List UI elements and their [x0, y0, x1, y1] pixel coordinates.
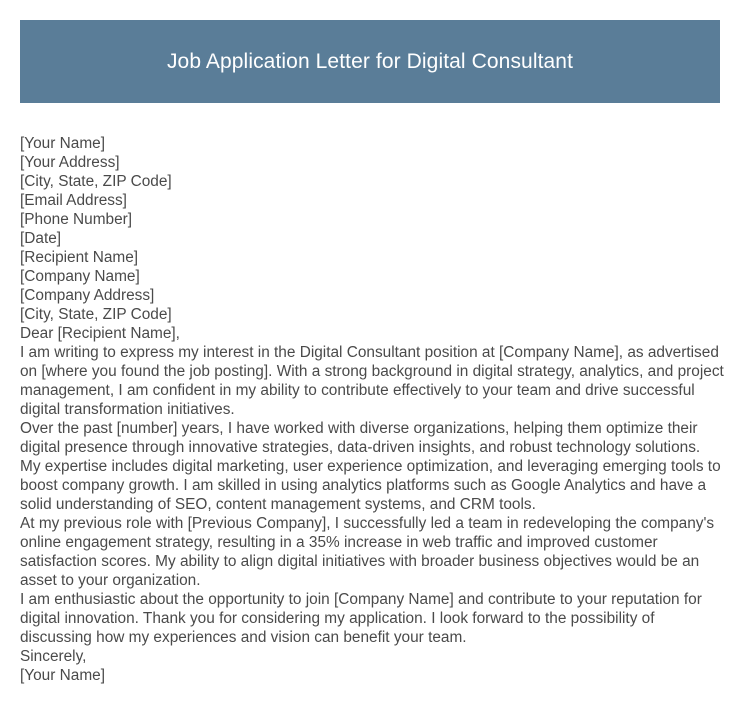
- letter-body: [20, 134, 724, 685]
- letter-date: [Date]: [20, 230, 62, 247]
- company-name: [Company Name]: [20, 268, 140, 285]
- salutation: Dear [Recipient Name],: [20, 325, 180, 342]
- body-paragraph-intro: I am writing to express my interest in the Digital Consultant position at [Company Name], as advertised on [where you found the job posting]. With a strong background in digital strategy, analytics, and project management, I am confident in my ability to contribute effectively to your team and drive successful digital transformation initiatives.: [20, 344, 724, 418]
- page-title: Job Application Letter for Digital Consultant: [166, 49, 574, 73]
- body-paragraph-closing: I am enthusiastic about the opportunity to join [Company Name] and contribute to your reputation for digital innovation. Thank you for considering my application. I look forward to the possibility of discussing how my experiences and vision can benefit your team.: [20, 591, 702, 646]
- closing: Sincerely,: [20, 648, 87, 665]
- company-address: [Company Address]: [20, 287, 155, 304]
- sender-address: [Your Address]: [20, 154, 120, 171]
- header-banner: [20, 20, 720, 103]
- company-city-state-zip: [City, State, ZIP Code]: [20, 306, 172, 323]
- sender-city-state-zip: [City, State, ZIP Code]: [20, 173, 172, 190]
- signature: [Your Name]: [20, 667, 105, 684]
- body-paragraph-achievement: At my previous role with [Previous Company], I successfully led a team in redeveloping the company's online engagement strategy, resulting in a 35% increase in web traffic and improved customer satisfaction scores. My ability to align digital initiatives with broader business objectives would be an asset to your organization.: [20, 515, 715, 589]
- sender-email: [Email Address]: [20, 192, 127, 209]
- body-paragraph-experience: Over the past [number] years, I have worked with diverse organizations, helping them optimize their digital presence through innovative strategies, data-driven insights, and robust technology solutions. My expertise includes digital marketing, user experience optimization, and leveraging emerging tools to boost company growth. I am skilled in using analytics platforms such as Google Analytics and have a solid understanding of SEO, content management systems, and CRM tools.: [20, 420, 721, 513]
- sender-phone: [Phone Number]: [20, 211, 133, 228]
- recipient-name: [Recipient Name]: [20, 249, 139, 266]
- sender-name: [Your Name]: [20, 135, 105, 152]
